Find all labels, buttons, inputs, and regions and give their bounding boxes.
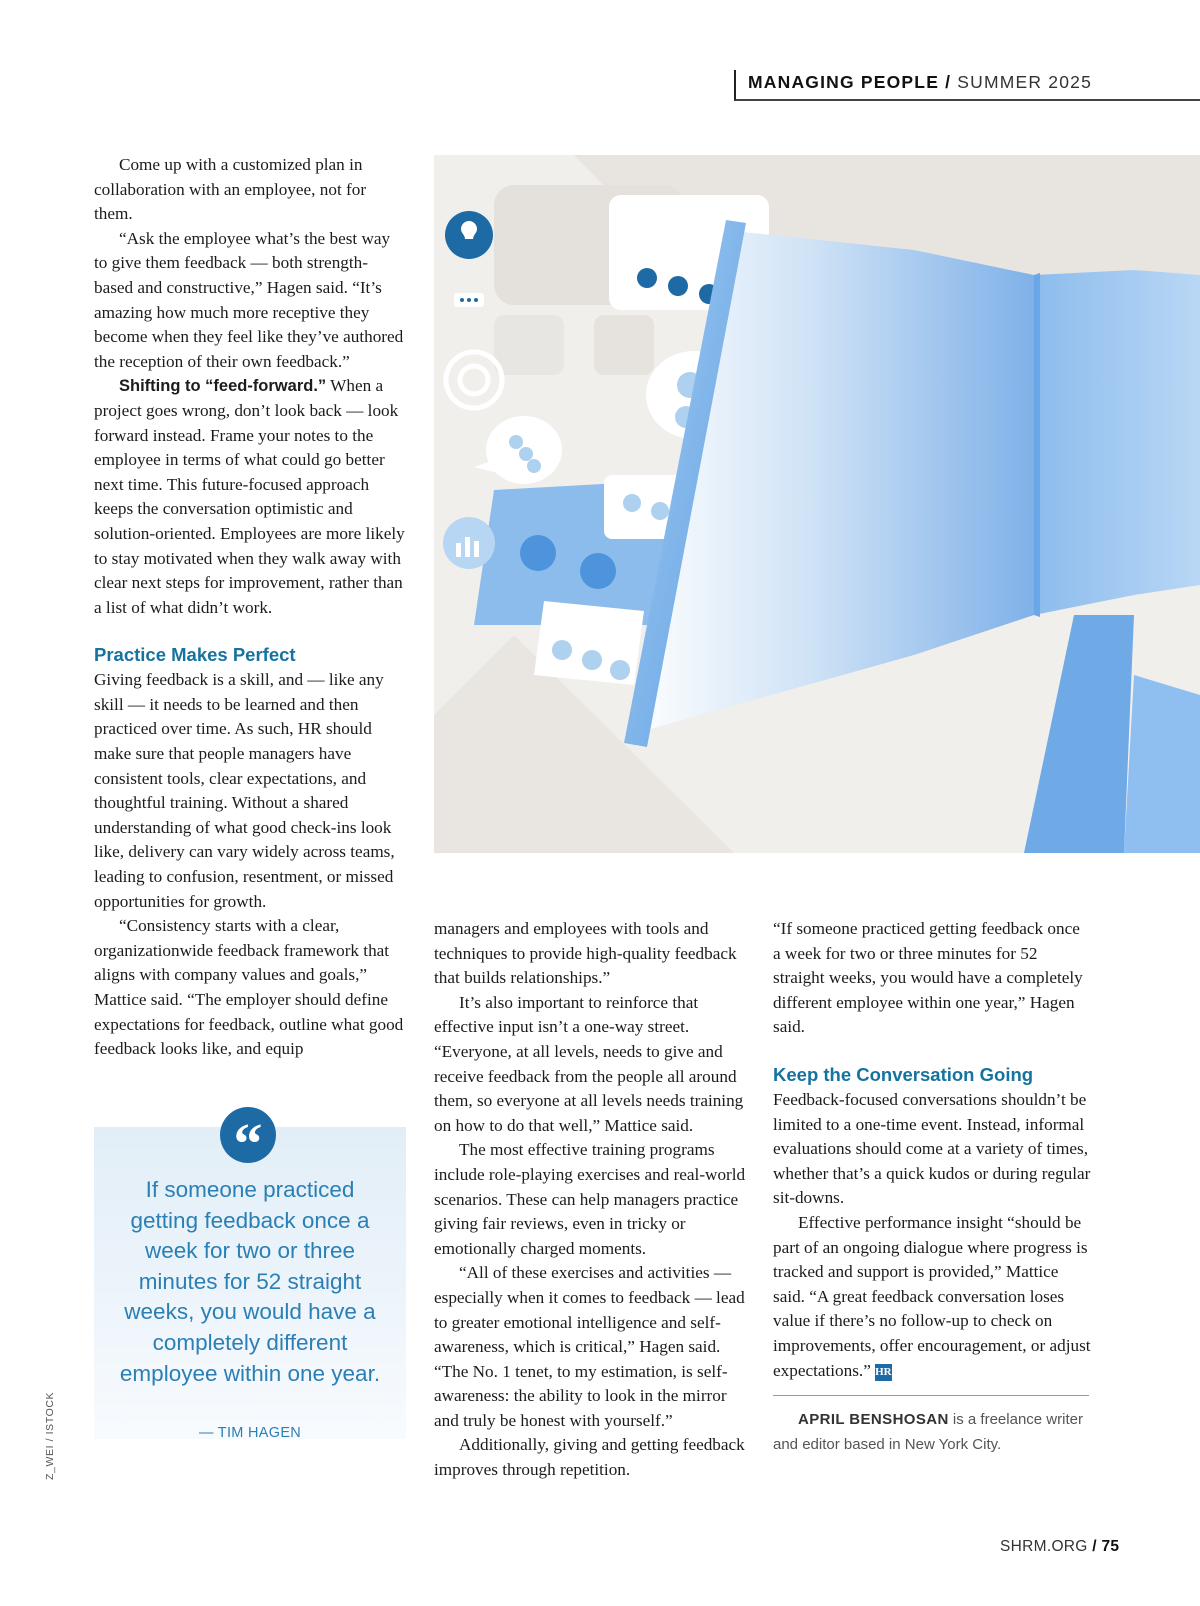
body-paragraph: The most effective training programs include role-playing exercises and real-world scenarios. These can help managers practice giving fair reviews, even in tricky or emotionally charged moments. xyxy=(434,1140,746,1258)
chart-icon xyxy=(474,541,479,557)
feed-forward-paragraph xyxy=(94,374,406,620)
heading-keep-conversation-going: Keep the Conversation Going xyxy=(773,1063,1034,1085)
bubble-dot xyxy=(637,268,657,288)
chart-icon xyxy=(465,537,470,557)
body-paragraph: managers and employees with tools and techniques to provide high-quality feedback that builds relationships.” xyxy=(434,919,737,988)
bubble-dot xyxy=(651,502,669,520)
bubble-dot xyxy=(623,494,641,512)
body-paragraph: Feedback-focused conversations shouldn’t be limited to a one-time event. Instead, informal evaluations should come at a variety of times, whether that’s a quick kudos or during regular sit-downs. xyxy=(773,1089,1091,1208)
run-in-heading: Shifting to “feed-forward.” xyxy=(119,377,327,396)
megaphone-handle-side xyxy=(1124,675,1200,853)
section-name: MANAGING PEOPLE xyxy=(748,72,940,92)
bio-divider xyxy=(773,1395,1089,1396)
bubble-dot xyxy=(610,660,630,680)
quote-mark-icon: “ xyxy=(220,1107,276,1163)
running-head xyxy=(734,70,1200,101)
body-paragraph: Come up with a customized plan in collaboration with an employee, not for them. xyxy=(94,155,367,224)
photo-credit: Z_WEI / ISTOCK xyxy=(44,1391,56,1480)
bubble-dot xyxy=(520,535,556,571)
issue-date: SUMMER 2025 xyxy=(957,72,1093,92)
page-number: 75 xyxy=(1101,1538,1120,1555)
bubble-dot xyxy=(668,276,688,296)
bubble-dot xyxy=(519,447,533,461)
column-1-top xyxy=(94,153,406,1062)
hr-end-mark-icon: HR xyxy=(875,1364,892,1381)
author-bio-text: is a freelance writer and editor based in New York City. xyxy=(773,1411,1083,1453)
pull-quote-text: If someone practiced getting feedback once a week for two or three minutes for 52 straight weeks, you would have a completely different employee within one year. xyxy=(119,1177,381,1386)
megaphone-seam xyxy=(1034,273,1040,617)
column-3 xyxy=(773,917,1091,1457)
bubble-dot xyxy=(582,650,602,670)
body-paragraph: “If someone practiced getting feedback once a week for two or three minutes for 52 straight weeks, you would have a completely different employee within one year,” Hagen said. xyxy=(773,919,1083,1037)
site-name: SHRM.ORG xyxy=(1000,1538,1088,1555)
body-paragraph: “All of these exercises and activities — especially when it comes to feedback — lead to greater emotional intelligence and self-awareness, which is critical,” Hagen said. “The No. 1 tenet, to my estimation, is self-awareness: the ability to look in the mirror and truly be honest with yourself.” xyxy=(434,1263,745,1430)
body-paragraph: “Consistency starts with a clear, organizationwide feedback framework that aligns with company values and goals,” Mattice said. “The employer should define expectations for feedback, outline what good feedback looks like, and equip xyxy=(94,916,404,1059)
megaphone-illustration-svg xyxy=(434,155,1200,853)
header-separator: / xyxy=(945,72,952,92)
feed-forward-text: When a project goes wrong, don’t look back — look forward instead. Frame your notes to the employee in terms of what could go better next time. This future-focused approach keeps the conversation optimistic and solution-oriented. Employees are more likely to stay motivated when they walk away with clear next steps for improvement, rather than a list of what didn’t work. xyxy=(94,376,405,617)
body-paragraph-final xyxy=(773,1211,1091,1383)
chat-icon xyxy=(474,298,478,302)
page-folio xyxy=(1000,1538,1140,1556)
chat-icon xyxy=(467,298,471,302)
bubble-dot xyxy=(580,553,616,589)
body-paragraph: Giving feedback is a skill, and — like any skill — it needs to be learned and then practiced over time. As such, HR should make sure that people managers have consistent tools, clear expectations, and thoughtful training. Without a shared understanding of what good check-ins look like, delivery can vary widely across teams, leading to confusion, resentment, or missed opportunities for growth. xyxy=(94,670,395,911)
faint-bubble xyxy=(594,315,654,375)
author-name: APRIL BENSHOSAN xyxy=(798,1411,949,1429)
chat-icon xyxy=(460,298,464,302)
body-paragraph: Additionally, giving and getting feedback improves through repetition. xyxy=(434,1435,745,1480)
author-bio xyxy=(773,1408,1091,1457)
heading-practice-makes-perfect: Practice Makes Perfect xyxy=(94,644,296,666)
final-paragraph-text: Effective performance insight “should be part of an ongoing dialogue where progress is tracked and support is provided,” Mattice said. “A great feedback conversation loses value if there’s no follow-up to check on improvements, offer encouragement, or adjust expectations.” xyxy=(773,1212,1091,1380)
pull-quote-attribution: — TIM HAGEN xyxy=(198,1425,302,1441)
body-paragraph: “Ask the employee what’s the best way to give them feedback — both strength-based and constructive,” Hagen said. “It’s amazing how much more receptive they become when they feel like they’ve authored the reception of their own feedback.” xyxy=(94,228,404,371)
bubble-dot xyxy=(527,459,541,473)
chart-icon xyxy=(456,543,461,557)
body-paragraph: It’s also important to reinforce that effective input isn’t a one-way street. “Everyone, at all levels, needs to give and receive feedback from the people all around them, so everyone at all levels needs training on how to do that well,” Mattice said. xyxy=(434,992,744,1135)
faint-bubble xyxy=(494,315,564,375)
bubble-dot xyxy=(552,640,572,660)
megaphone-illustration xyxy=(434,155,1200,853)
megaphone-body xyxy=(1034,270,1200,615)
bubble-dot xyxy=(509,435,523,449)
folio-separator: / xyxy=(1092,1538,1097,1555)
column-2 xyxy=(434,917,746,1483)
